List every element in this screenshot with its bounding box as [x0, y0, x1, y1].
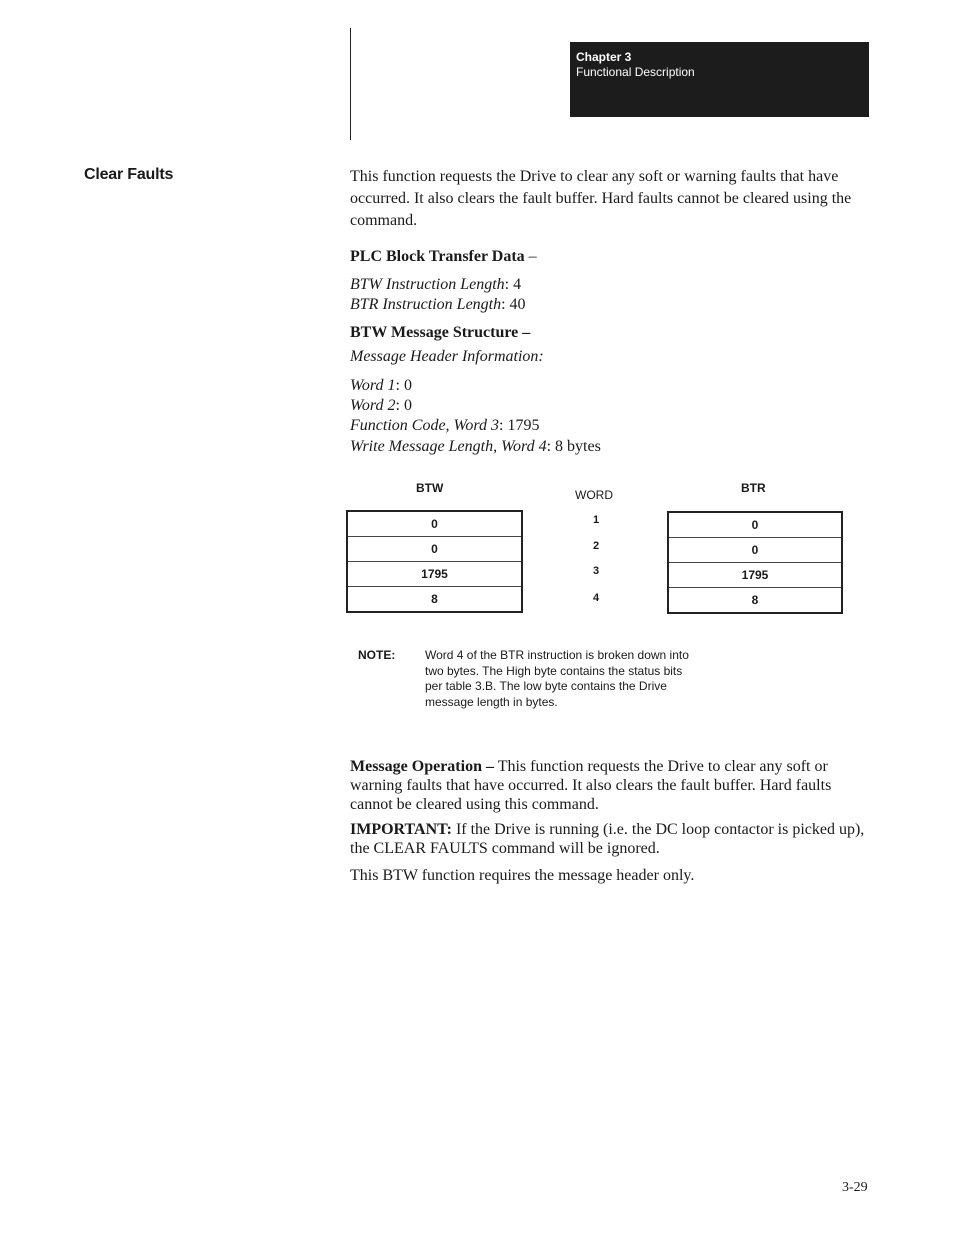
btr-length-line [350, 295, 526, 315]
section-title: Clear Faults [84, 166, 174, 183]
btw-length-value: : 4 [504, 276, 522, 293]
btw-cell: 8 [431, 592, 438, 606]
btr-cell: 1795 [669, 563, 841, 588]
important-text: If the Drive is running (i.e. the DC loop contactor is picked up), the CLEAR FAULTS command will be ignored. [350, 821, 865, 857]
word1-label: Word 1 [350, 377, 396, 394]
word2-line [350, 396, 412, 416]
word2-label: Word 2 [350, 397, 396, 414]
word-number: 4 [592, 592, 600, 604]
word-number: 1 [592, 514, 600, 526]
word-number: 2 [592, 540, 600, 552]
word3-label: Function Code, Word 3 [350, 417, 500, 434]
btw-diagram-title: BTW [416, 481, 444, 495]
plc-block-dash: – [524, 248, 537, 265]
btr-length-label: BTR Instruction Length [350, 296, 502, 313]
message-operation-text: This function requests the Drive to clear any soft or warning faults that have occurred. It also clears the fault buffer. Hard faults cannot be cleared using this command. [350, 758, 832, 813]
message-operation-paragraph [350, 757, 872, 814]
note-text: Word 4 of the BTR instruction is broken down into two bytes. The High byte contains the status bits per table 3.B. The low byte contains the Drive message length in bytes. [425, 648, 689, 709]
word-number: 3 [592, 565, 600, 577]
btw-cell: 1795 [348, 562, 521, 587]
btr-cell: 0 [669, 513, 841, 538]
word1-value: : 0 [395, 377, 412, 394]
btr-cell: 8 [751, 593, 759, 607]
intro-paragraph: This function requests the Drive to clear any soft or warning faults that have occurred. It also clears the fault buffer. Hard faults cannot be cleared using the command. [350, 168, 852, 229]
btw-structure-heading: BTW Message Structure – [350, 324, 531, 341]
word4-value: : 8 bytes [546, 438, 601, 455]
word4-label: Write Message Length, Word 4 [350, 438, 547, 455]
important-paragraph [350, 820, 872, 858]
plc-block-heading: PLC Block Transfer Data [350, 248, 525, 265]
btw-length-label: BTW Instruction Length [350, 276, 505, 293]
plc-block-heading-line [350, 247, 537, 267]
chapter-subtitle: Functional Description [576, 65, 695, 79]
closing-paragraph: This BTW function requires the message header only. [350, 867, 695, 884]
word-diagram-title: WORD [575, 488, 613, 502]
btr-diagram-title: BTR [741, 481, 766, 495]
btw-cell: 0 [348, 537, 521, 562]
chapter-label: Chapter 3 [576, 50, 632, 64]
note-label: NOTE: [358, 648, 396, 662]
btw-length-line [350, 275, 521, 295]
word3-value: : 1795 [499, 417, 540, 434]
btw-word-table [346, 510, 523, 613]
btr-cell: 0 [669, 538, 841, 563]
chapter-header-box [570, 42, 869, 117]
btw-cell: 0 [348, 512, 521, 537]
btr-word-table [667, 511, 843, 614]
word2-value: : 0 [395, 397, 412, 414]
btr-length-value: : 40 [501, 296, 526, 313]
word1-line [350, 376, 412, 396]
message-header-info: Message Header Information: [350, 348, 544, 365]
message-operation-label: Message Operation – [350, 758, 494, 775]
page-number: 3-29 [842, 1180, 868, 1195]
word4-line [350, 437, 601, 457]
header-vertical-rule [350, 28, 351, 140]
word3-line [350, 416, 539, 436]
important-label: IMPORTANT: [350, 821, 452, 838]
